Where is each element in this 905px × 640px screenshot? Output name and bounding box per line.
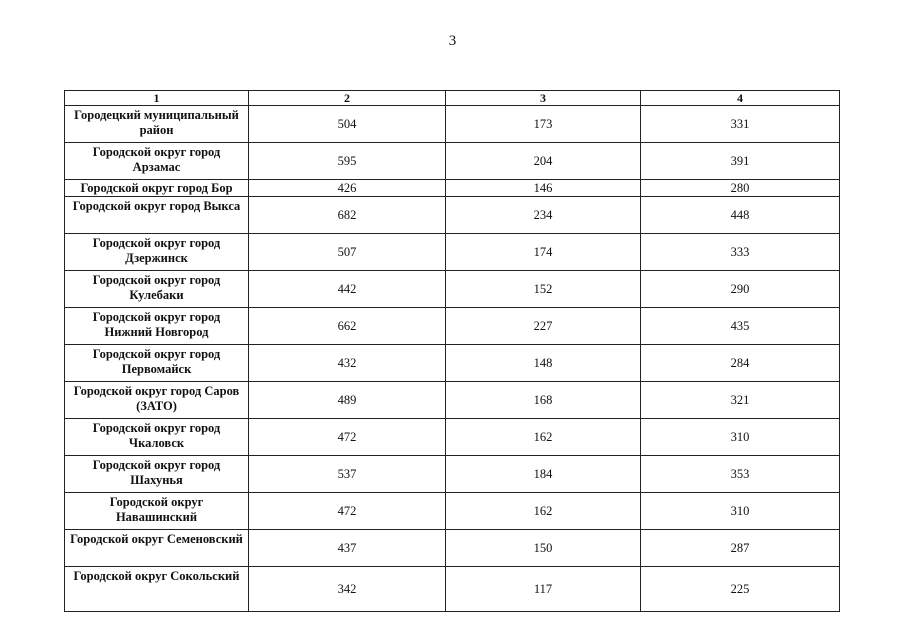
row-name: Городской округ город Кулебаки — [65, 271, 249, 308]
row-name: Городской округ Сокольский — [65, 567, 249, 612]
column-header-2: 2 — [249, 91, 446, 106]
table-row — [65, 197, 840, 234]
table-row — [65, 345, 840, 382]
cell-col-3: 204 — [446, 143, 641, 180]
cell-col-3: 117 — [446, 567, 641, 612]
cell-col-4: 225 — [641, 567, 840, 612]
page-number: 3 — [448, 33, 457, 49]
row-name: Городской округ город Дзержинск — [65, 234, 249, 271]
cell-col-2: 662 — [249, 308, 446, 345]
cell-col-3: 168 — [446, 382, 641, 419]
cell-col-3: 150 — [446, 530, 641, 567]
cell-col-2: 537 — [249, 456, 446, 493]
cell-col-2: 442 — [249, 271, 446, 308]
cell-col-2: 437 — [249, 530, 446, 567]
cell-col-3: 173 — [446, 106, 641, 143]
row-name: Городской округ город Чкаловск — [65, 419, 249, 456]
cell-col-4: 287 — [641, 530, 840, 567]
table-row — [65, 567, 840, 612]
cell-col-2: 595 — [249, 143, 446, 180]
cell-col-4: 321 — [641, 382, 840, 419]
cell-col-4: 391 — [641, 143, 840, 180]
header-row — [65, 91, 840, 106]
table-row — [65, 271, 840, 308]
cell-col-3: 174 — [446, 234, 641, 271]
cell-col-3: 148 — [446, 345, 641, 382]
cell-col-2: 682 — [249, 197, 446, 234]
table-row — [65, 308, 840, 345]
cell-col-2: 504 — [249, 106, 446, 143]
cell-col-3: 162 — [446, 419, 641, 456]
table-row — [65, 382, 840, 419]
cell-col-2: 432 — [249, 345, 446, 382]
table-row — [65, 143, 840, 180]
table-row — [65, 106, 840, 143]
cell-col-4: 290 — [641, 271, 840, 308]
row-name: Городской округ город Бор — [65, 180, 249, 197]
row-name: Городской округ город Выкса — [65, 197, 249, 234]
cell-col-4: 333 — [641, 234, 840, 271]
cell-col-4: 435 — [641, 308, 840, 345]
cell-col-3: 146 — [446, 180, 641, 197]
cell-col-4: 310 — [641, 419, 840, 456]
row-name: Городской округ город Нижний Новгород — [65, 308, 249, 345]
cell-col-2: 472 — [249, 493, 446, 530]
cell-col-4: 331 — [641, 106, 840, 143]
row-name: Городской округ город Саров (ЗАТО) — [65, 382, 249, 419]
cell-col-3: 152 — [446, 271, 641, 308]
row-name: Городской округ Навашинский — [65, 493, 249, 530]
table-row — [65, 530, 840, 567]
cell-col-4: 310 — [641, 493, 840, 530]
cell-col-3: 184 — [446, 456, 641, 493]
cell-col-2: 342 — [249, 567, 446, 612]
cell-col-4: 448 — [641, 197, 840, 234]
column-header-1: 1 — [65, 91, 249, 106]
cell-col-2: 472 — [249, 419, 446, 456]
cell-col-3: 234 — [446, 197, 641, 234]
cell-col-4: 284 — [641, 345, 840, 382]
row-name: Городской округ город Первомайск — [65, 345, 249, 382]
row-name: Городской округ город Арзамас — [65, 143, 249, 180]
cell-col-2: 507 — [249, 234, 446, 271]
row-name: Городской округ Семеновский — [65, 530, 249, 567]
table-row — [65, 234, 840, 271]
cell-col-3: 162 — [446, 493, 641, 530]
column-header-4: 4 — [641, 91, 840, 106]
table-row — [65, 419, 840, 456]
row-name: Городецкий муниципальный район — [65, 106, 249, 143]
table-row — [65, 493, 840, 530]
cell-col-2: 489 — [249, 382, 446, 419]
row-name: Городской округ город Шахунья — [65, 456, 249, 493]
column-header-3: 3 — [446, 91, 641, 106]
cell-col-4: 353 — [641, 456, 840, 493]
table-row — [65, 180, 840, 197]
table-row — [65, 456, 840, 493]
cell-col-3: 227 — [446, 308, 641, 345]
cell-col-2: 426 — [249, 180, 446, 197]
cell-col-4: 280 — [641, 180, 840, 197]
data-table — [64, 90, 840, 612]
